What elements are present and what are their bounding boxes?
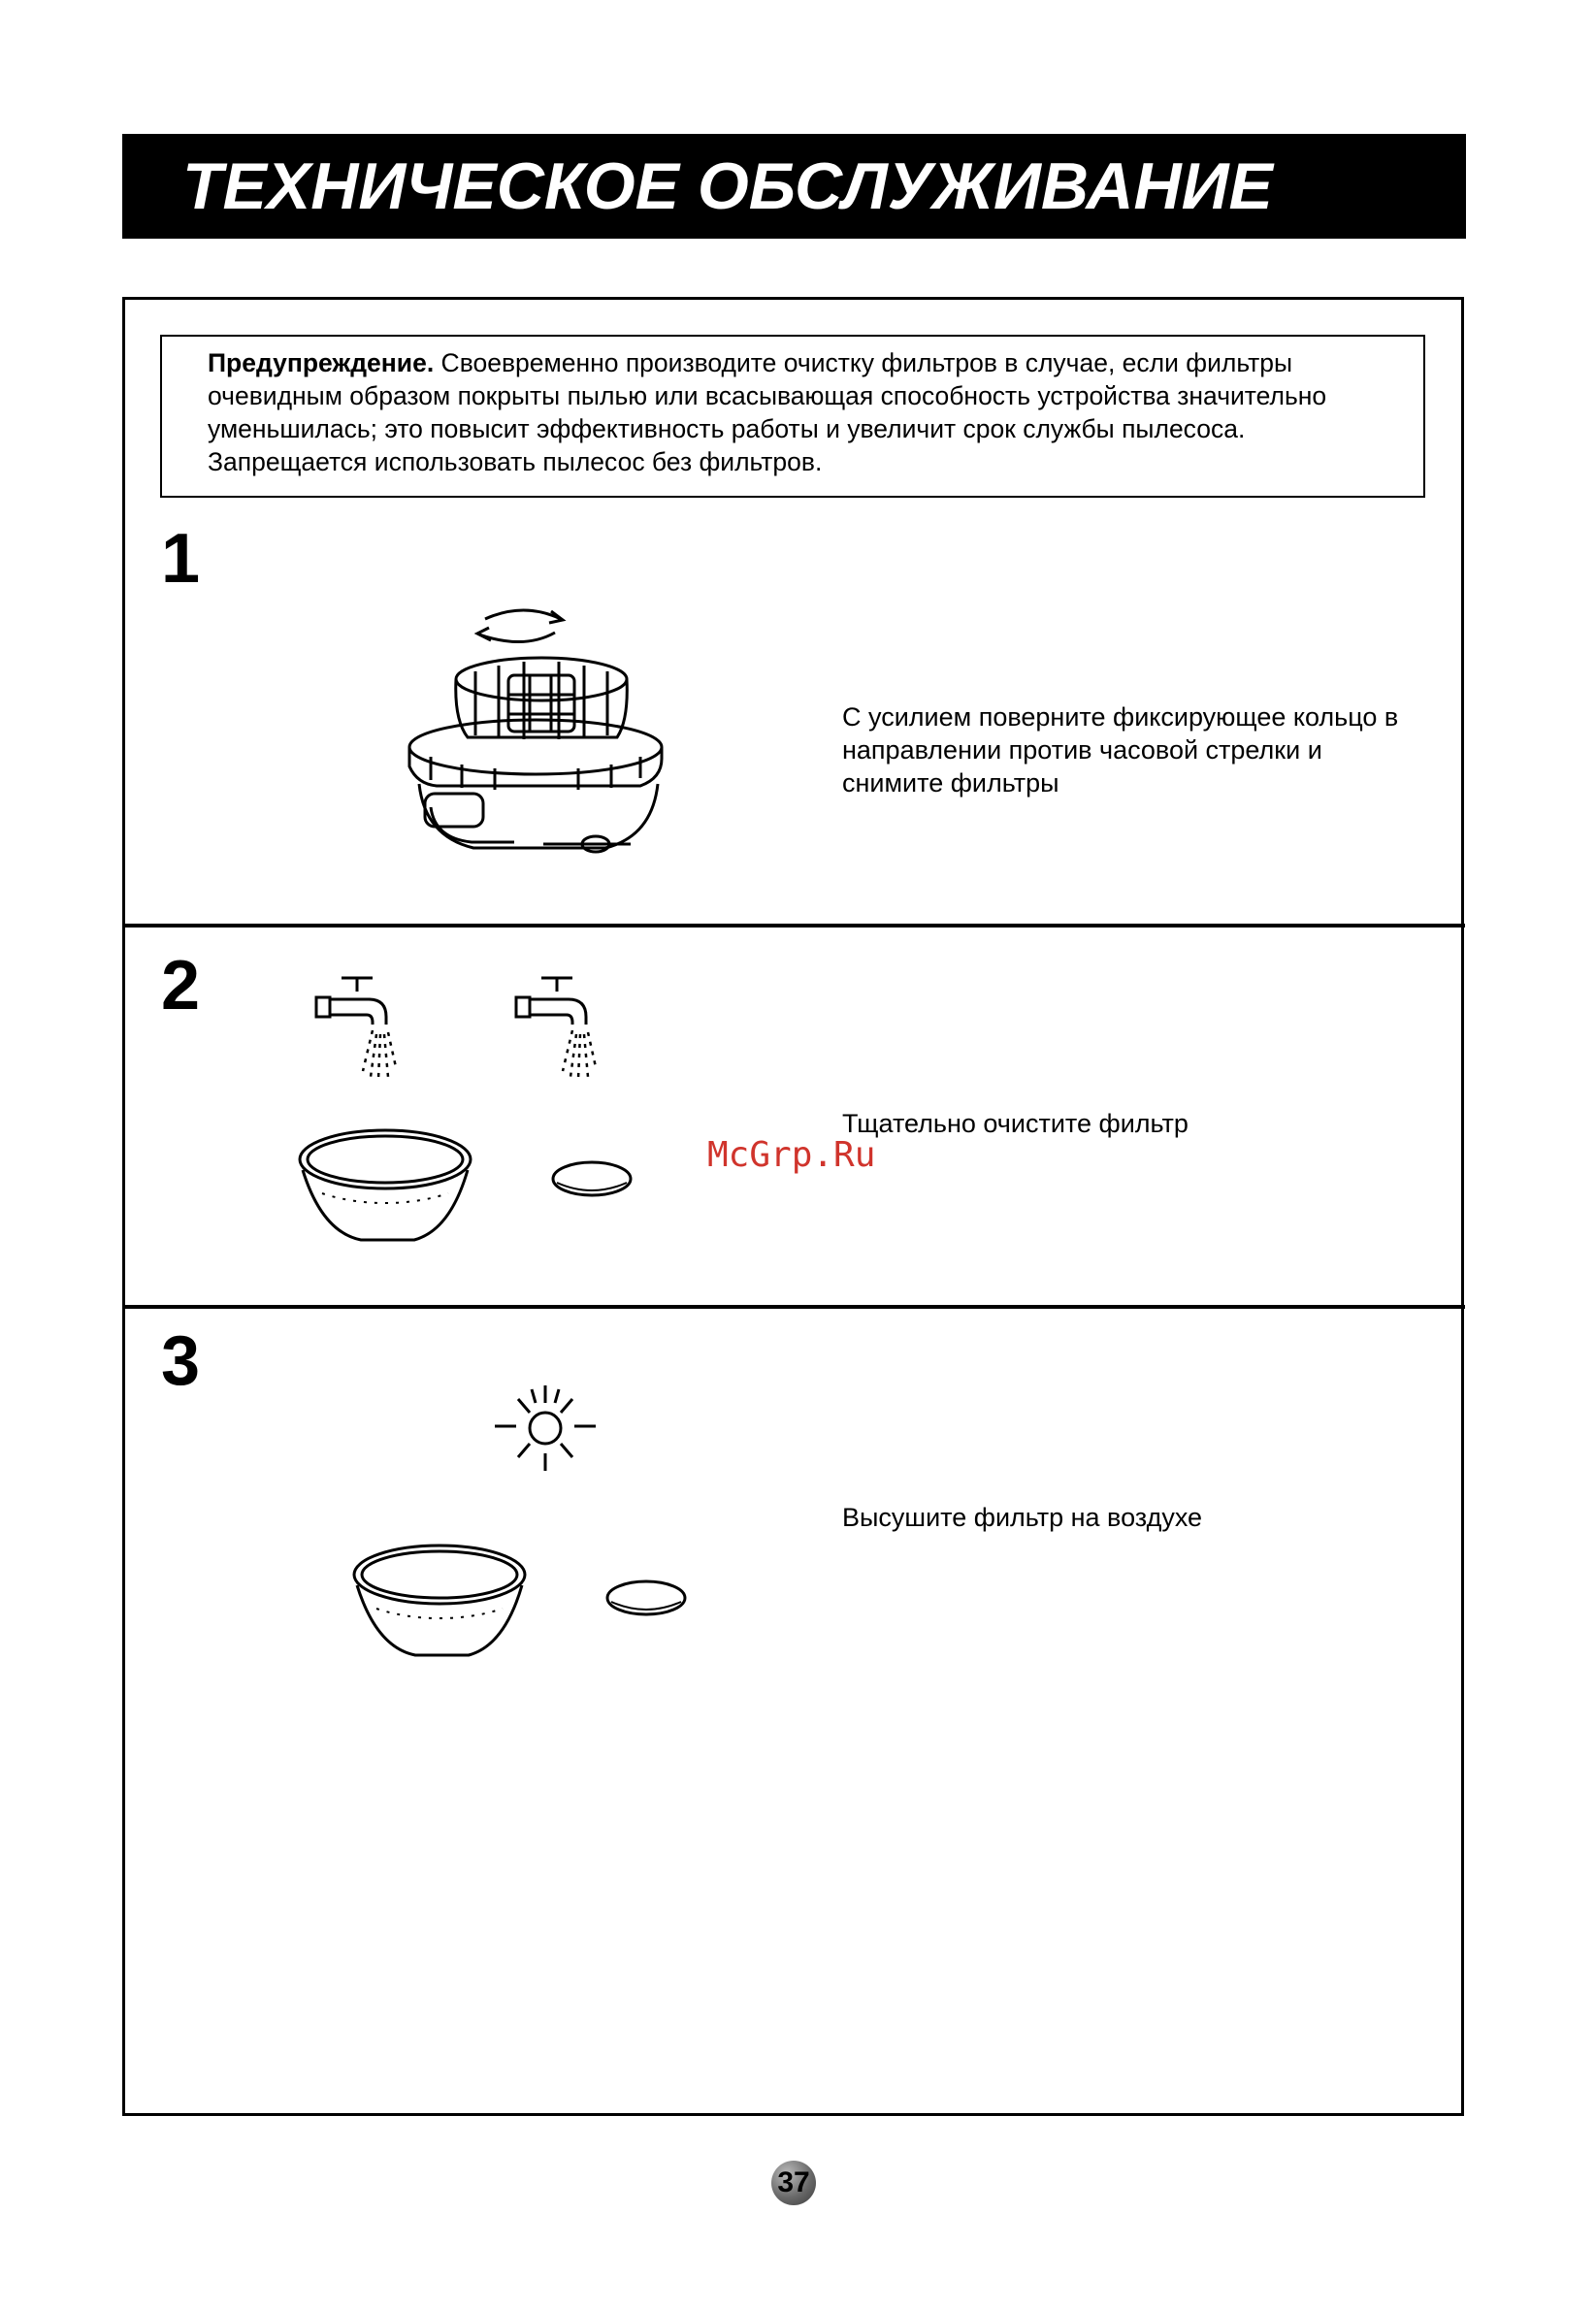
warning-body: Своевременно производите очистку фильтров в случае, если фильтры очевидным образом покрыты пылью или всасывающая способность устройства значительно уменьшилась; это повысит эффективность работы и увеличит срок службы пылесоса. Запрещается использовать пылесос без фильтров. <box>208 348 1327 476</box>
filter-disc-illustration <box>549 1157 636 1201</box>
step-text-3: Высушите фильтр на воздухе <box>842 1503 1203 1532</box>
step-text-2: Тщательно очистите фильтр <box>842 1109 1189 1138</box>
warning-label: Предупреждение. <box>208 348 435 377</box>
section-divider <box>122 1305 1465 1309</box>
filter-bowl-illustration <box>293 1125 477 1247</box>
sun-icon <box>483 1382 600 1479</box>
vacuum-filter-illustration <box>398 594 669 865</box>
page-title: ТЕХНИЧЕСКОЕ ОБСЛУЖИВАНИЕ <box>182 149 1273 223</box>
step-text-1: С усилием поверните фиксирующее кольцо в направлении против часовой стрелки и снимите фильтры <box>842 702 1399 797</box>
warning-text <box>208 346 1411 478</box>
section-divider <box>122 924 1465 928</box>
page-number: 37 <box>771 2161 816 2205</box>
filter-bowl-illustration <box>347 1541 532 1662</box>
step-number-3: 3 <box>161 1322 201 1400</box>
step-number-1: 1 <box>161 520 201 598</box>
faucet-icon <box>312 970 409 1087</box>
page-header <box>122 134 1466 239</box>
faucet-icon <box>512 970 609 1087</box>
step-number-2: 2 <box>161 947 201 1025</box>
filter-disc-illustration <box>603 1577 691 1620</box>
watermark: McGrp.Ru <box>707 1135 876 1175</box>
